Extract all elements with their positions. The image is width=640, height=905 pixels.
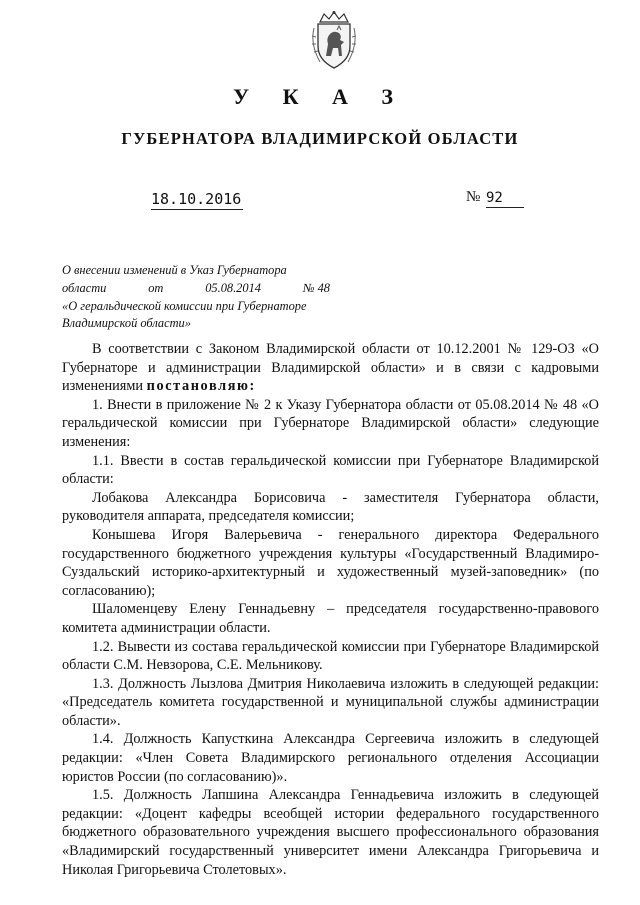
subject-line-text: О внесении изменений в Указ Губернатора — [62, 263, 287, 277]
subject-line — [62, 280, 330, 298]
intro-text: В соответствии с Законом Владимирской области от 10.12.2001 № 129-ОЗ «О Губернаторе и администрации Владимирской области» и в связи с кадровыми изменениями — [62, 341, 599, 395]
decree-date: 18.10.2016 — [151, 190, 242, 208]
member-entry: Конышева Игоря Валерьевича - генерального директора Федерального государственного бюджетного учреждения культуры «Государственный Владимиро-Суздальский историко-архитектурный и художественный музей-заповедник» (по согласованию); — [62, 526, 599, 599]
issuer-title: ГУБЕРНАТОРА ВЛАДИМИРСКОЙ ОБЛАСТИ — [121, 129, 519, 148]
intro-paragraph — [62, 340, 599, 396]
number-label: № — [466, 189, 481, 205]
subject-date: 05.08.2014 — [205, 280, 261, 295]
subject-line-text: «О геральдической комиссии при Губернаторе — [62, 298, 307, 313]
item-1-3: 1.3. Должность Лызлова Дмитрия Николаевича изложить в следующей редакции: «Председатель комитета государственной и муниципальной службы администрации области». — [62, 675, 599, 729]
resolve-word: постановляю: — [146, 378, 256, 395]
item-1: 1. Внести в приложение № 2 к Указу Губернатора области от 05.08.2014 № 48 «О геральдической комиссии при Губернаторе Владимирской области» следующие изменения: — [62, 396, 599, 450]
subject-number: № 48 — [302, 280, 330, 295]
decree-title: У К А З — [232, 84, 408, 109]
item-1-5: 1.5. Должность Лапшина Александра Геннадьевича изложить в следующей редакции: «Доцент кафедры всеобщей истории федерального государственного бюджетного образовательного учреждения высшего профессионального образования «Владимирский государственный университет имени Александра Григорьевича и Николая Григорьевича Столетовых». — [62, 787, 599, 878]
member-entry: Лобакова Александра Борисовича - заместителя Губернатора области, руководителя аппарата, председателя комиссии; — [62, 489, 599, 525]
coat-of-arms-emblem — [306, 10, 362, 72]
subject-word: от — [148, 280, 164, 295]
subject-word: области — [62, 280, 107, 295]
item-1-2: 1.2. Вывести из состава геральдической комиссии при Губернаторе Владимирской области С.М. Невзорова, С.Е. Мельникову. — [62, 638, 599, 674]
decree-subject — [62, 262, 330, 333]
item-1-1: 1.1. Ввести в состав геральдической комиссии при Губернаторе Владимирской области: — [62, 452, 599, 488]
member-entry: Шаломенцеву Елену Геннадьевну – председателя государственно-правового комитета администрации области. — [62, 601, 599, 636]
subject-line — [62, 315, 330, 333]
decree-body — [62, 340, 599, 879]
item-1-4: 1.4. Должность Капусткина Александра Сергеевича изложить в следующей редакции: «Член Совета Владимирского регионального отделения Ассоциации юристов России (по согласованию)». — [62, 731, 599, 785]
subject-line-text: Владимирской области» — [62, 316, 191, 331]
subject-line — [62, 298, 330, 316]
subject-line — [62, 262, 330, 280]
decree-number: 92 — [486, 190, 524, 208]
